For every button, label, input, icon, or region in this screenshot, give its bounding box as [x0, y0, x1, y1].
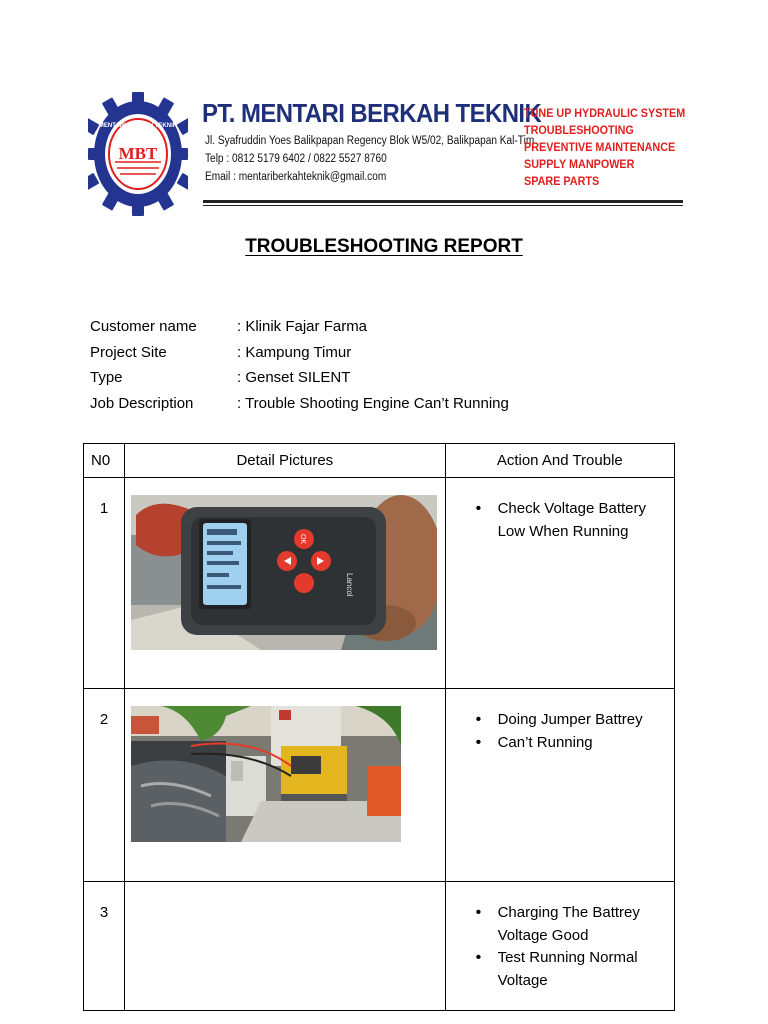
header-actions: Action And Trouble: [445, 444, 674, 478]
action-item: • Charging The Battrey Voltage Good: [498, 902, 674, 947]
report-info: [90, 318, 650, 420]
service-item: TUNE UP HYDRAULIC SYSTEM: [524, 106, 686, 120]
row-number: 1: [84, 478, 125, 689]
table-row: [84, 689, 675, 882]
action-item: • Can’t Running: [498, 732, 674, 755]
letterhead-divider-thin: [203, 205, 683, 206]
table-header-row: [84, 444, 675, 478]
company-name: PT. MENTARI BERKAH TEKNIK: [202, 98, 542, 128]
troubleshooting-table: [83, 443, 675, 1011]
info-row-type: [90, 369, 650, 395]
letterhead-divider: [203, 200, 683, 203]
genset-jumper-photo: [131, 706, 401, 842]
info-value: : Klinik Fajar Farma: [237, 318, 368, 335]
info-label: Project Site: [90, 343, 167, 361]
services-list: [524, 105, 703, 190]
logo-initials: MBT: [118, 144, 158, 163]
actions-cell: [445, 882, 674, 1011]
info-label: Job Description: [90, 394, 194, 412]
header-pictures: Detail Pictures: [125, 444, 446, 478]
action-item: • Check Voltage Battery Low When Running: [498, 498, 674, 543]
table-row: [84, 478, 675, 689]
company-phone: Telp : 0812 5179 6402 / 0822 5527 8760: [205, 153, 387, 165]
company-address: Jl. Syafruddin Yoes Balikpapan Regency Blok W5/02, Balikpapan Kal-Tim: [205, 135, 535, 147]
logo-ring-text: MENTARI BERKAH TEKNIK: [98, 123, 178, 129]
action-list: [446, 709, 674, 754]
actions-cell: [445, 478, 674, 689]
tester-ok-label: OK: [299, 533, 307, 545]
service-item: SPARE PARTS: [524, 174, 600, 188]
pictures-cell: [125, 689, 446, 882]
report-title: TROUBLESHOOTING REPORT: [245, 236, 523, 257]
service-item: SUPPLY MANPOWER: [524, 157, 635, 171]
company-email: Email : mentariberkahteknik@gmail.com: [205, 171, 387, 183]
company-logo: [88, 92, 188, 216]
info-row-customer: [90, 318, 650, 344]
action-list: [446, 498, 674, 543]
info-value: : Kampung Timur: [237, 343, 352, 361]
row-number: 3: [84, 882, 125, 1011]
info-value: : Trouble Shooting Engine Can’t Running: [237, 394, 509, 412]
info-row-project-site: [90, 344, 650, 370]
header-no: N0: [84, 444, 125, 478]
info-label: Customer name: [90, 318, 197, 335]
battery-tester-photo: [131, 495, 437, 650]
service-item: PREVENTIVE MAINTENANCE: [524, 140, 676, 154]
info-label: Type: [90, 369, 123, 386]
service-item: TROUBLESHOOTING: [524, 123, 634, 137]
action-item: • Doing Jumper Battrey: [498, 709, 674, 732]
back-icon: [294, 573, 314, 593]
row-number: 2: [84, 689, 125, 882]
actions-cell: [445, 689, 674, 882]
action-list: [446, 902, 674, 992]
pictures-cell: [125, 478, 446, 689]
pictures-cell-empty: [125, 882, 446, 1011]
tester-brand: Lancol: [345, 573, 355, 597]
info-row-job-description: [90, 395, 650, 421]
table-row: [84, 882, 675, 1011]
info-value: : Genset SILENT: [237, 369, 351, 386]
action-item: • Test Running Normal Voltage: [498, 947, 674, 992]
